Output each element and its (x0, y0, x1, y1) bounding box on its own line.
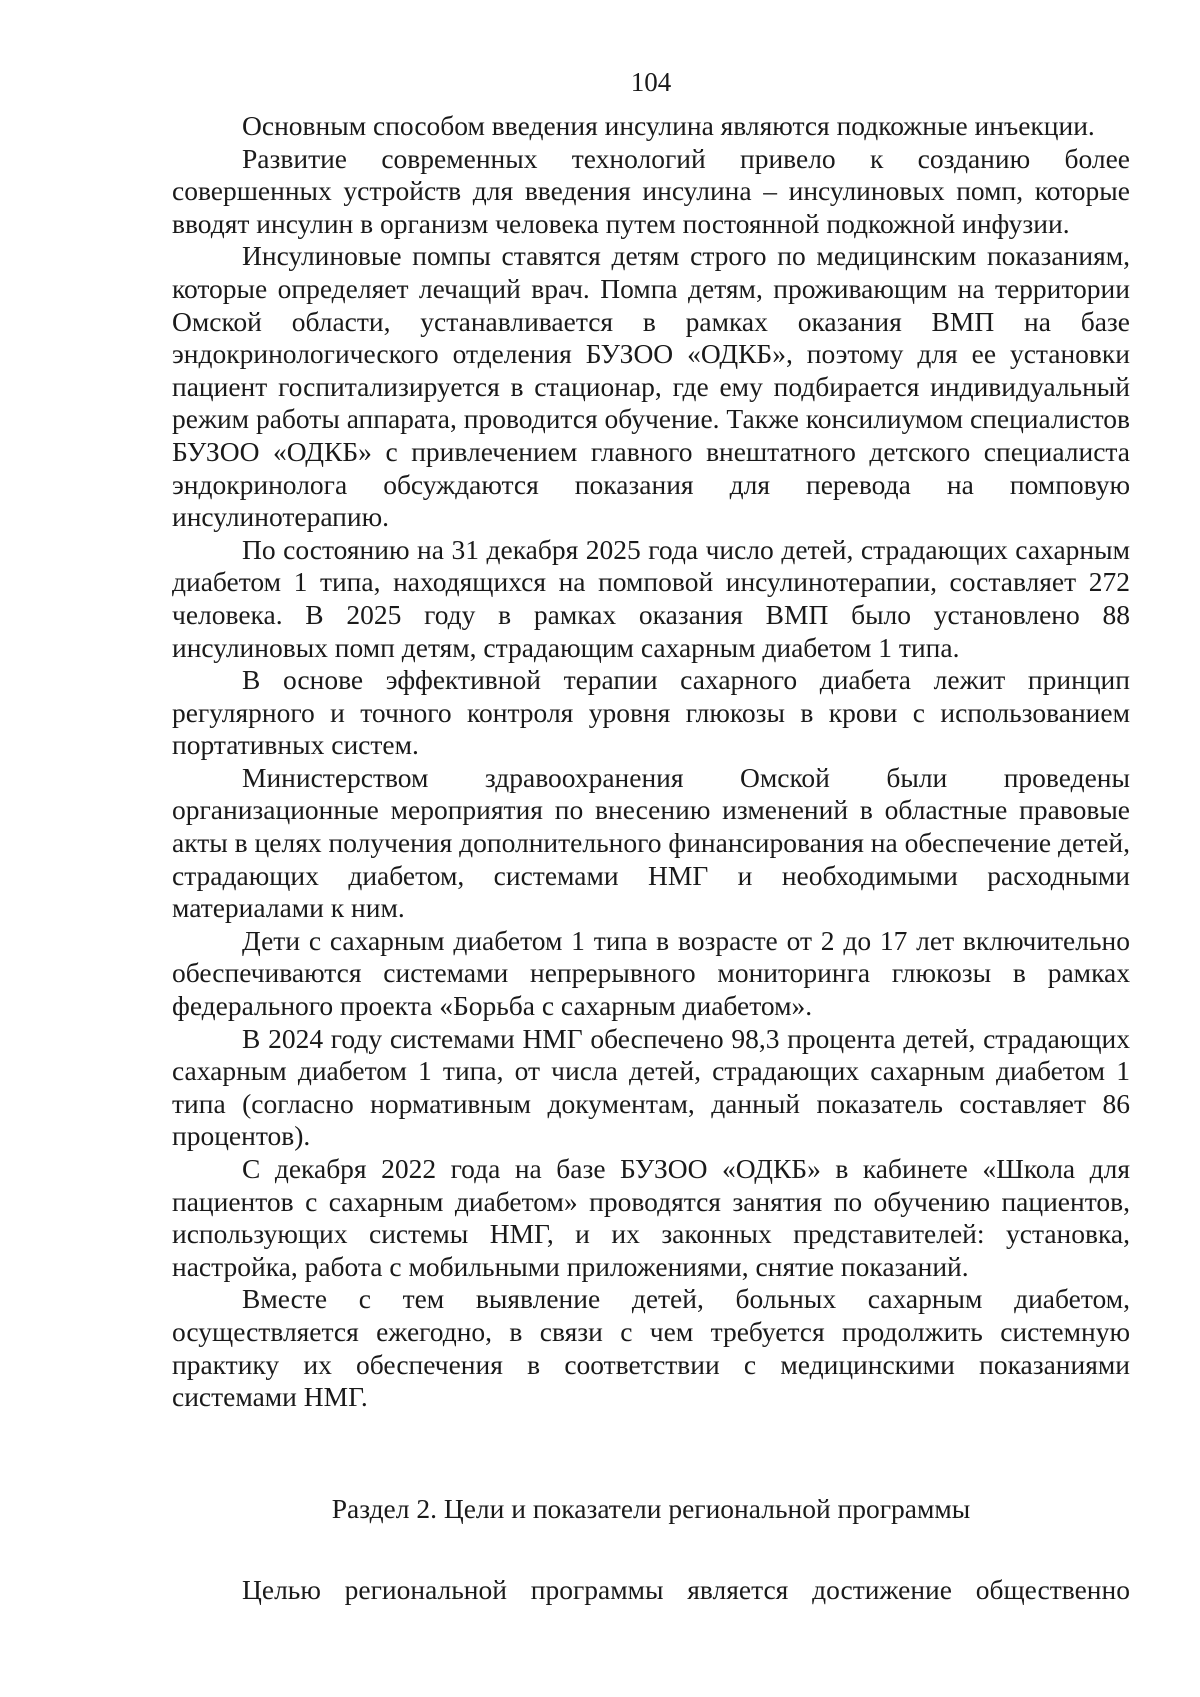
paragraph: Инсулиновые помпы ставятся детям строго по медицинским показаниям, которые определяет лечащий врач. Помпа детям, проживающим на территории Омской области, устанавливается в рамках оказания ВМП на базе эндокринологического отделения БУЗОО «ОДКБ», поэтому для ее установки пациент госпитализируется в стационар, где ему подбирается индивидуальный режим работы аппарата, проводится обучение. Также консилиумом специалистов БУЗОО «ОДКБ» с привлечением главного внештатного детского специалиста эндокринолога обсуждаются показания для перевода на помповую инсулинотерапию. (172, 240, 1130, 533)
paragraph: В основе эффективной терапии сахарного диабета лежит принцип регулярного и точного контроля уровня глюкозы в крови с использованием портативных систем. (172, 664, 1130, 761)
body-text (172, 110, 1130, 1414)
section-heading: Раздел 2. Цели и показатели региональной программы (331, 1493, 971, 1524)
paragraph: Министерством здравоохранения Омской были проведены организационные мероприятия по внесению изменений в областные правовые акты в целях получения дополнительного финансирования на обеспечение детей, страдающих диабетом, системами НМГ и необходимыми расходными материалами к ним. (172, 761, 1130, 924)
paragraph: В 2024 году системами НМГ обеспечено 98,3 процента детей, страдающих сахарным диабетом 1 типа, от числа детей, страдающих сахарным диабетом 1 типа (согласно нормативным документам, данный показатель составляет 86 процентов). (172, 1022, 1130, 1152)
paragraph: Дети с сахарным диабетом 1 типа в возрасте от 2 до 17 лет включительно обеспечиваются системами непрерывного мониторинга глюкозы в рамках федерального проекта «Борьба с сахарным диабетом». (172, 924, 1130, 1022)
paragraph: Основным способом введения инсулина являются подкожные инъекции. (242, 110, 1095, 141)
page-number: 104 (630, 67, 672, 97)
paragraph: С декабря 2022 года на базе БУЗОО «ОДКБ» в кабинете «Школа для пациентов с сахарным диабетом» проводятся занятия по обучению пациентов, использующих системы НМГ, и их законных представителей: установка, настройка, работа с мобильными приложениями, снятие показаний. (172, 1153, 1130, 1282)
paragraph: По состоянию на 31 декабря 2025 года число детей, страдающих сахарным диабетом 1 типа, находящихся на помповой инсулинотерапии, составляет 272 человека. В 2025 году в рамках оказания ВМП было установлено 88 инсулиновых помп детям, страдающим сахарным диабетом 1 типа. (172, 533, 1130, 663)
paragraph-continued: Целью региональной программы является достижение общественно (242, 1574, 1130, 1605)
paragraph: Развитие современных технологий привело к созданию более совершенных устройств для введения инсулина – инсулиновых помп, которые вводят инсулин в организм человека путем постоянной подкожной инфузии. (172, 142, 1130, 239)
paragraph: Вместе с тем выявление детей, больных сахарным диабетом, осуществляется ежегодно, в связи с чем требуется продолжить системную практику их обеспечения в соответствии с медицинскими показаниями системами НМГ. (172, 1283, 1130, 1413)
